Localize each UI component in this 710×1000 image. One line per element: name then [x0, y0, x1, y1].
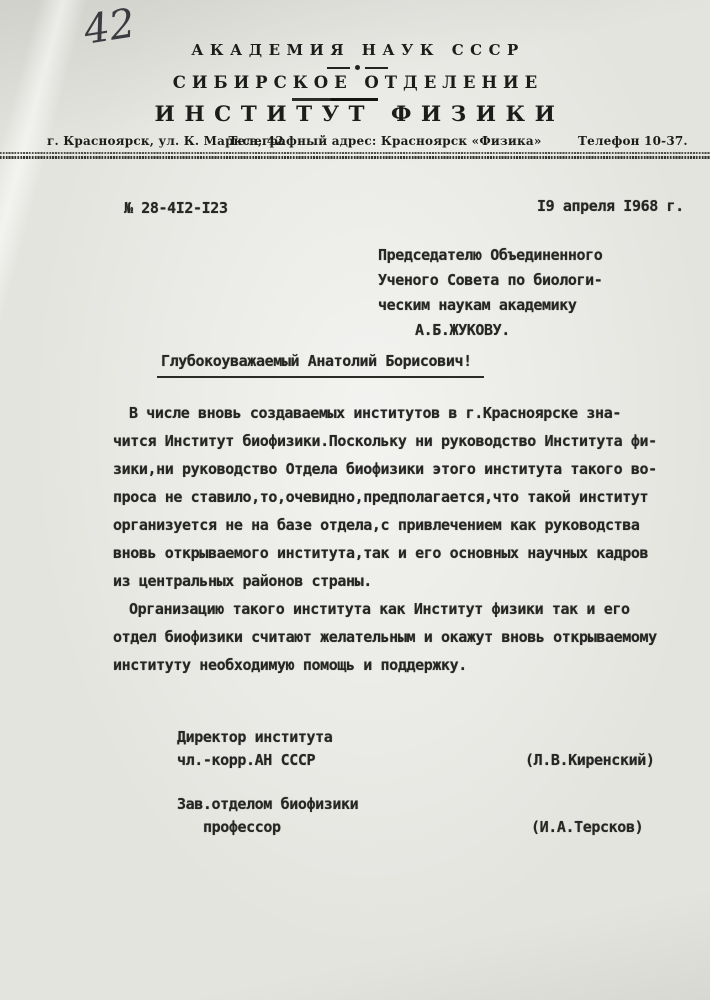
ornament-left-bar	[327, 67, 350, 69]
body-line: организуется не на базе отдела,с привлечением как руководства	[113, 516, 640, 534]
letterhead-contact-row	[0, 134, 710, 150]
letterhead-institute-line: ИНСТИТУТ ФИЗИКИ	[154, 102, 565, 127]
body-line: отдел биофизики считают желательным и окажут вновь открываемому	[113, 628, 657, 646]
signature1-position-line1: Директор института	[177, 728, 333, 746]
letterhead-separator-line-top	[0, 152, 710, 154]
signature2-position-line2: профессор	[203, 818, 281, 836]
salutation	[161, 349, 484, 378]
body-line: институту необходимую помощь и поддержку.	[113, 656, 467, 674]
signature2-position-line1: Зав.отделом биофизики	[177, 795, 359, 813]
body-line: из центральных районов страны.	[113, 572, 372, 590]
recipient-line: А.Б.ЖУКОВУ.	[415, 321, 510, 339]
recipient-line: Ученого Совета по биологи-	[378, 271, 603, 289]
signature2-name: (И.А.Терсков)	[531, 818, 644, 836]
letterhead-divider-ornament	[0, 65, 710, 70]
letterhead-phone: Телефон 10-37.	[578, 134, 688, 148]
letterhead-academy-line: АКАДЕМИЯ НАУК СССР	[191, 41, 525, 59]
body-line: В числе вновь создаваемых институтов в г.Красноярске зна-	[129, 404, 621, 422]
letter-body	[113, 399, 657, 679]
recipient-line: Председателю Объединенного	[378, 246, 603, 264]
body-line: Организацию такого института как Институт физики так и его	[129, 600, 630, 618]
reference-number: № 28-4I2-I23	[124, 199, 228, 217]
handwritten-page-number: 42	[80, 0, 139, 54]
signature1-name: (Л.В.Киренский)	[525, 751, 655, 769]
letterhead-telegraph-address: Телеграфный адрес: Красноярск «Физика»	[228, 134, 542, 148]
letter-date: I9 апреля I968 г.	[537, 197, 684, 215]
letterhead-branch-line: СИБИРСКОЕ ОТДЕЛЕНИЕ	[172, 73, 544, 92]
recipient-block	[378, 243, 602, 343]
body-line: зики,ни руководство Отдела биофизики этого института такого во-	[113, 460, 657, 478]
body-line: вновь открываемого института,так и его основных научных кадров	[113, 544, 649, 562]
body-line: чится Институт биофизики.Поскольку ни руководство Института фи-	[113, 432, 657, 450]
letterhead-rule-ornament	[292, 98, 378, 101]
body-line: проса не ставило,то,очевидно,предполагается,что такой институт	[113, 488, 649, 506]
ornament-dot	[355, 65, 360, 70]
letterhead-separator-line-bottom	[0, 156, 710, 159]
letterhead-street-address: г. Красноярск, ул. К. Маркса, 42	[47, 134, 284, 148]
salutation-text: Глубокоуважаемый Анатолий Борисович!	[157, 349, 484, 378]
signature1-position-line2: чл.-корр.АН СССР	[177, 751, 316, 769]
ornament-right-bar	[365, 67, 388, 69]
recipient-line: ческим наукам академику	[378, 296, 577, 314]
